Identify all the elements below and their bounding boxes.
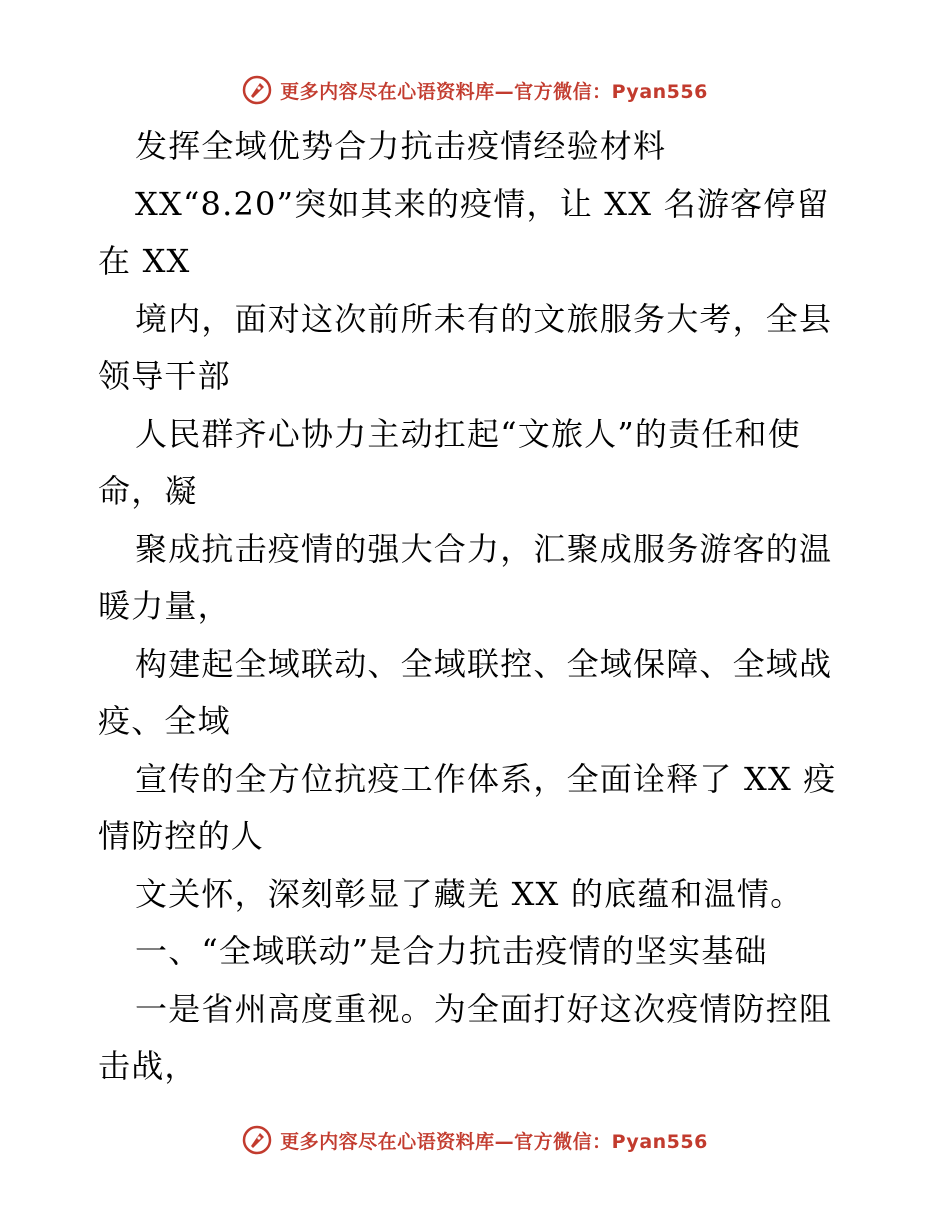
text-line: 境内，面对这次前所未有的文旅服务大考，全县: [135, 299, 833, 338]
text-line: 一是省州高度重视。为全面打好这次疫情防控阻: [135, 989, 833, 1028]
text-line: 在 XX: [98, 242, 191, 280]
banner-text: 更多内容尽在心语资料库—官方微信：Pyan556: [280, 80, 708, 103]
header-banner: [0, 70, 950, 110]
text-line: 人民群齐心协力主动扛起“文旅人”的责任和使: [135, 414, 801, 453]
text-line: 领导干部: [98, 357, 231, 395]
text-line: 疫、全域: [98, 702, 231, 740]
text-line: 一、“全域联动”是合力抗击疫情的坚实基础: [135, 932, 768, 970]
pen-nib-logo-icon: [242, 75, 272, 105]
text-line: 构建起全域联动、全域联控、全域保障、全域战: [135, 644, 833, 683]
footer-banner: [0, 1120, 950, 1160]
text-line: XX“8.20”突如其来的疫情，让 XX 名游客停留: [135, 184, 830, 223]
text-line: 情防控的人: [98, 817, 265, 855]
pen-nib-logo-icon: [242, 1125, 272, 1155]
text-line: 宣传的全方位抗疫工作体系，全面诠释了 XX 疫: [135, 759, 837, 798]
text-line: 发挥全域优势合力抗击疫情经验材料: [135, 127, 667, 165]
text-line: 暖力量，: [98, 587, 231, 625]
document-body: [98, 118, 854, 1096]
banner-text: 更多内容尽在心语资料库—官方微信：Pyan556: [280, 1130, 708, 1153]
text-line: 命，凝: [98, 472, 198, 510]
text-line: 击战，: [98, 1047, 198, 1085]
text-line: 聚成抗击疫情的强大合力，汇聚成服务游客的温: [135, 529, 833, 568]
text-line: 文关怀，深刻彰显了藏羌 XX 的底蕴和温情。: [135, 874, 804, 913]
